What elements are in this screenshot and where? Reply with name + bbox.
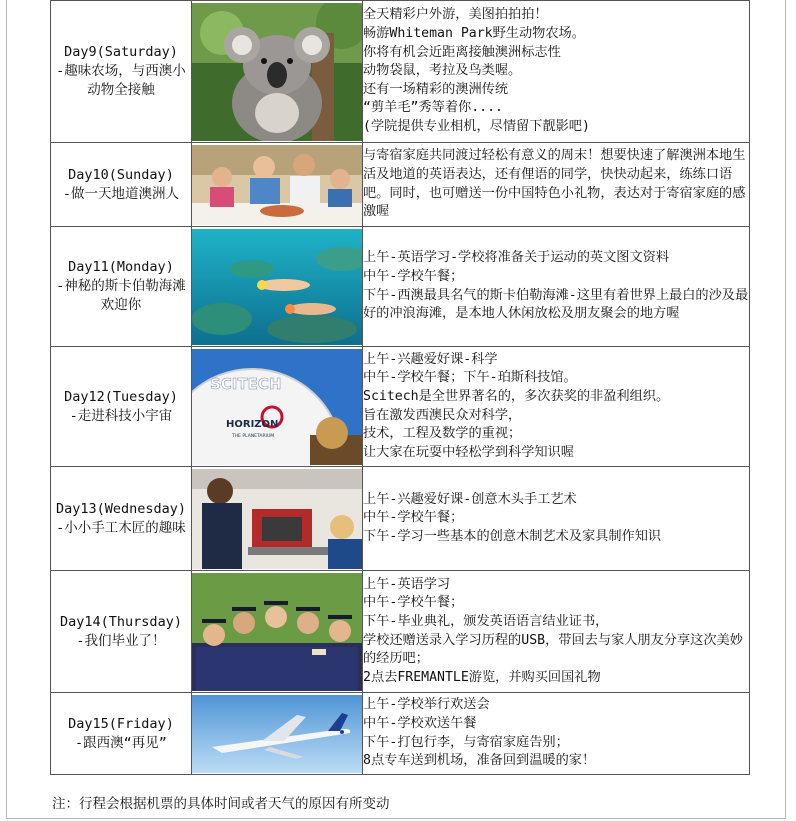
table-row	[51, 467, 750, 571]
planetarium-sign: THE PLANETARIUM	[232, 433, 275, 439]
table-row	[51, 693, 750, 775]
day-cell	[51, 227, 192, 347]
description-cell	[363, 571, 750, 693]
description-line: 你将有机会近距离接触澳洲标志性	[363, 44, 561, 60]
description-line: 全天精彩户外游，美图拍拍拍！	[363, 7, 548, 23]
description-cell	[363, 143, 750, 227]
description-line: 畅游Whiteman Park野生动物农场。	[363, 26, 585, 42]
description-cell	[363, 467, 750, 571]
day-name: Day14(Thursday)	[60, 613, 182, 630]
description-line: 下午-毕业典礼，颁发英语语言结业证书，	[363, 613, 609, 629]
photo-cell	[192, 1, 363, 143]
description-line: 中午-学校午餐；下午-珀斯科技馆。	[363, 370, 577, 386]
day-theme: -小小手工木匠的趣味	[56, 519, 186, 536]
table-row	[51, 347, 750, 467]
table-row	[51, 1, 750, 143]
day-name: Day12(Tuesday)	[64, 388, 178, 405]
day-name: Day10(Sunday)	[68, 166, 174, 183]
description-line: 动物袋鼠，考拉及鸟类喔。	[363, 63, 522, 79]
photo-cell	[192, 227, 363, 347]
scitech-sign: SCITECH	[210, 374, 282, 393]
description-line: 上午-兴趣爱好课-科学	[363, 351, 498, 367]
graduation-photo-icon	[192, 573, 362, 691]
day-theme: -跟西澳“再见”	[75, 734, 167, 751]
day-cell	[51, 693, 192, 775]
description-cell	[363, 347, 750, 467]
photo-cell	[192, 467, 363, 571]
day-theme: -神秘的斯卡伯勒海滩欢迎你	[56, 278, 186, 313]
table-row	[51, 227, 750, 347]
description-cell	[363, 227, 750, 347]
woodwork-class-photo-icon	[192, 469, 362, 569]
airplane-photo-icon	[192, 695, 362, 773]
description-line: 中午-学校午餐；	[363, 510, 464, 526]
day-cell	[51, 143, 192, 227]
description-line: 让大家在玩耍中轻松学到科学知识喔	[363, 444, 574, 460]
description-line: (学院提供专业相机，尽情留下靓影吧)	[363, 118, 590, 134]
photo-cell	[192, 693, 363, 775]
day-cell	[51, 1, 192, 143]
description-line: 还有一场精彩的澳洲传统	[363, 81, 509, 97]
day-name: Day11(Monday)	[68, 259, 174, 275]
day-theme: -我们毕业了！	[76, 632, 166, 649]
day-name: Day15(Friday)	[68, 715, 174, 732]
table-row	[51, 143, 750, 227]
description-line: 与寄宿家庭共同渡过轻松有意义的周末！想要快速了解澳洲本地生活及地道的英语表达，还有俚语的同学，快快动起来，练练口语吧。同时，也可赠送一份中国特色小礼物，表达对于寄宿家庭的感激喔	[363, 148, 746, 220]
photo-cell	[192, 571, 363, 693]
description-line: 下午-学习一些基本的创意木制艺术及家具制作知识	[363, 528, 662, 544]
description-line: 上午-英语学习	[363, 576, 451, 592]
snorkeling-reef-photo-icon	[192, 229, 362, 345]
description-cell	[363, 693, 750, 775]
table-row	[51, 571, 750, 693]
day-cell	[51, 347, 192, 467]
description-line: 上午-英语学习-学校将准备关于运动的英文图文资料	[363, 250, 670, 266]
itinerary-note: 注：行程会根据机票的具体时间或者天气的原因有所变动	[52, 796, 390, 812]
description-line: 学校还赠送录入学习历程的USB，带回去与家人朋友分享这次美妙的经历吧；	[363, 632, 743, 667]
description-line: 中午-学校欢送午餐	[363, 715, 477, 731]
itinerary-table	[50, 0, 750, 775]
photo-cell	[192, 347, 363, 467]
description-line: 旨在激发西澳民众对科学，	[363, 407, 522, 423]
description-line: “剪羊毛”秀等着你....	[363, 100, 503, 116]
day-cell	[51, 571, 192, 693]
description-line: 2点去FREMANTLE游览，并购买回国礼物	[363, 669, 601, 685]
description-line: 技术，工程及数学的重视；	[363, 426, 522, 442]
day-cell	[51, 467, 192, 571]
description-line: 中午-学校午餐；	[363, 268, 464, 284]
horizon-sign: HORIZON	[226, 418, 279, 430]
day-theme: -趣味农场，与西澳小动物全接触	[56, 63, 186, 98]
scitech-building-photo-icon	[192, 349, 362, 465]
description-line: 8点专车送到机场，准备回到温暖的家！	[363, 753, 596, 769]
day-name: Day9(Saturday)	[64, 44, 178, 60]
day-theme: -做一天地道澳洲人	[62, 185, 180, 202]
koala-photo-icon	[192, 3, 362, 141]
description-cell	[363, 1, 750, 143]
description-line: 中午-学校午餐；	[363, 595, 464, 611]
day-name: Day13(Wednesday)	[55, 500, 187, 517]
description-line: 上午-学校举行欢送会	[363, 697, 490, 713]
day-theme: -走进科技小宇宙	[69, 407, 173, 424]
description-line: 上午-兴趣爱好课-创意木头手工艺术	[363, 491, 577, 507]
description-line: 下午-打包行李，与寄宿家庭告别；	[363, 734, 569, 750]
family-dinner-photo-icon	[192, 145, 362, 225]
description-line: 下午-西澳最具名气的斯卡伯勒海滩-这里有着世界上最白的沙及最好的冲浪海滩，是本地人休闲放松及朋友聚会的地方喔	[363, 287, 749, 322]
photo-cell	[192, 143, 363, 227]
description-line: Scitech是全世界著名的，多次获奖的非盈利组织。	[363, 388, 670, 404]
